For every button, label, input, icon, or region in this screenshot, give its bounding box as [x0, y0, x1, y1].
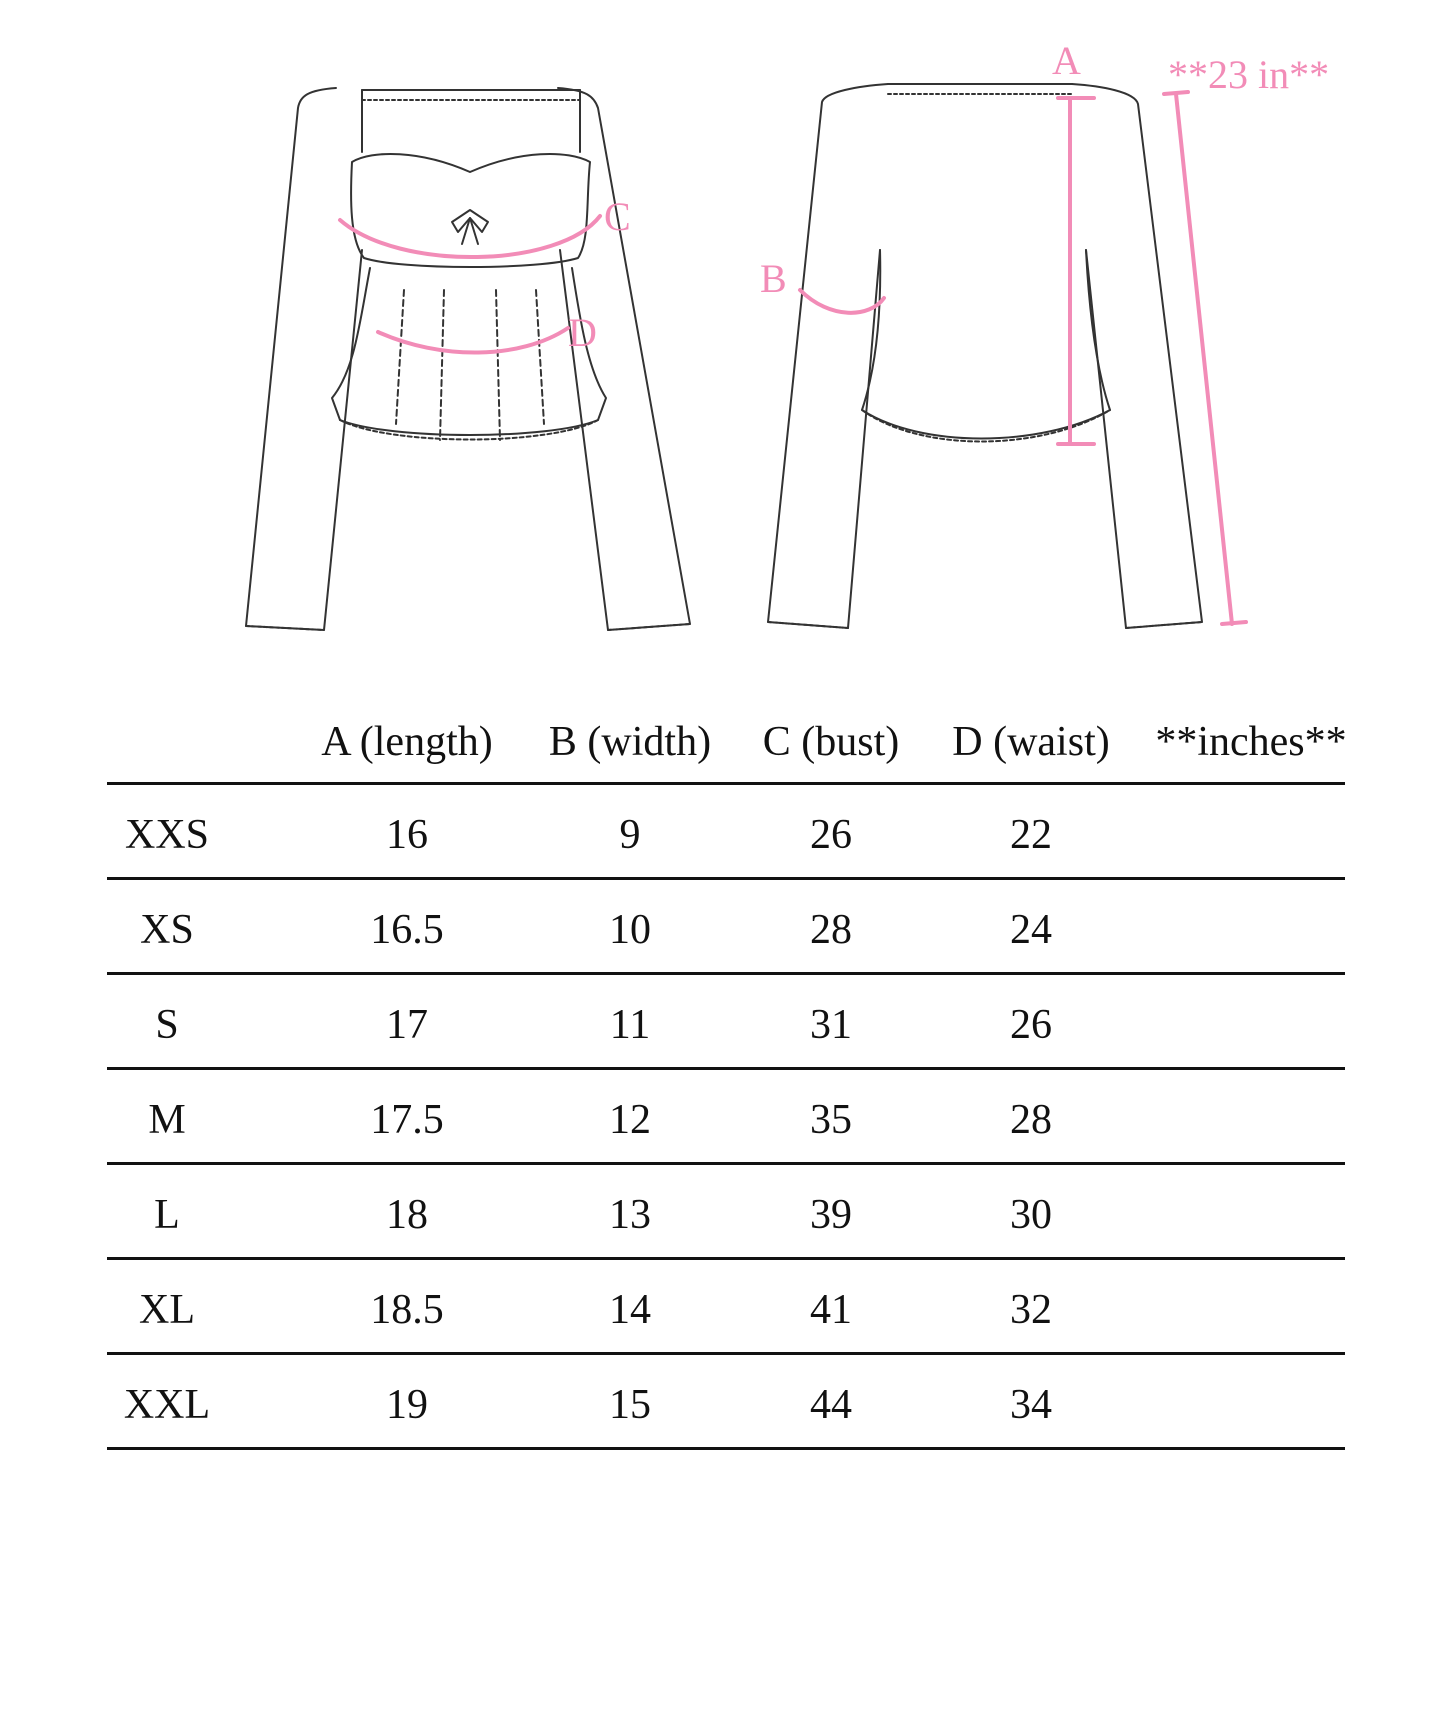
measurement-cell-b: 9 — [619, 812, 641, 858]
measurement-cell-c: 41 — [810, 1287, 852, 1333]
measurement-cell-d: 26 — [1010, 1002, 1052, 1048]
size-label: XXL — [123, 1382, 211, 1428]
table-row — [107, 1260, 1345, 1355]
garment-illustration — [0, 0, 1445, 680]
label-d: D — [568, 310, 597, 355]
measurement-cell-c: 35 — [810, 1097, 852, 1143]
measurement-cell-d: 32 — [1010, 1287, 1052, 1333]
column-header-width: B (width) — [548, 719, 712, 765]
measurement-cell-c: 26 — [810, 812, 852, 858]
table-header — [107, 700, 1345, 785]
table-row — [107, 785, 1345, 880]
measurement-cell-a: 18 — [386, 1192, 428, 1238]
measurement-cell-d: 34 — [1010, 1382, 1052, 1428]
table-row — [107, 1070, 1345, 1165]
width-measure-arc — [800, 290, 884, 313]
measurement-cell-c: 44 — [810, 1382, 852, 1428]
measurement-cell-d: 28 — [1010, 1097, 1052, 1143]
measurement-cell-a: 17 — [386, 1002, 428, 1048]
table-row — [107, 1165, 1345, 1260]
measurement-cell-a: 18.5 — [370, 1287, 444, 1333]
column-header-bust: C (bust) — [762, 719, 900, 765]
size-label: S — [155, 1002, 179, 1048]
size-label: L — [154, 1192, 180, 1238]
table-row — [107, 880, 1345, 975]
size-label: XS — [140, 907, 194, 953]
label-a: A — [1052, 38, 1081, 83]
size-chart-table — [107, 700, 1345, 1450]
measurement-cell-d: 24 — [1010, 907, 1052, 953]
measurement-cell-a: 19 — [386, 1382, 428, 1428]
measurement-cell-b: 13 — [609, 1192, 651, 1238]
column-header-units: **inches** — [1155, 719, 1347, 765]
measurement-cell-b: 14 — [609, 1287, 651, 1333]
measurement-cell-c: 28 — [810, 907, 852, 953]
measurement-cell-b: 12 — [609, 1097, 651, 1143]
measurement-cell-d: 22 — [1010, 812, 1052, 858]
measurement-cell-a: 16 — [386, 812, 428, 858]
size-label: M — [148, 1097, 186, 1143]
waist-measure-arc — [378, 328, 568, 353]
table-body — [107, 785, 1345, 1450]
measurement-cell-c: 31 — [810, 1002, 852, 1048]
table-row — [107, 1355, 1345, 1450]
sleeve-measure-line — [1176, 94, 1232, 624]
measurement-cell-b: 10 — [609, 907, 651, 953]
label-c: C — [604, 194, 631, 239]
sleeve-length-label: **23 in** — [1168, 52, 1330, 97]
measurement-cell-b: 11 — [609, 1002, 651, 1048]
back-view — [768, 84, 1202, 628]
measurement-cell-d: 30 — [1010, 1192, 1052, 1238]
measurement-cell-a: 16.5 — [370, 907, 444, 953]
size-label: XXS — [124, 812, 210, 858]
label-b: B — [760, 256, 787, 301]
measurement-cell-c: 39 — [810, 1192, 852, 1238]
column-header-length: A (length) — [321, 719, 493, 765]
column-header-waist: D (waist) — [952, 719, 1110, 765]
measurement-cell-b: 15 — [609, 1382, 651, 1428]
table-row — [107, 975, 1345, 1070]
size-label: XL — [139, 1287, 195, 1333]
front-view — [246, 88, 690, 630]
measurement-cell-a: 17.5 — [370, 1097, 444, 1143]
